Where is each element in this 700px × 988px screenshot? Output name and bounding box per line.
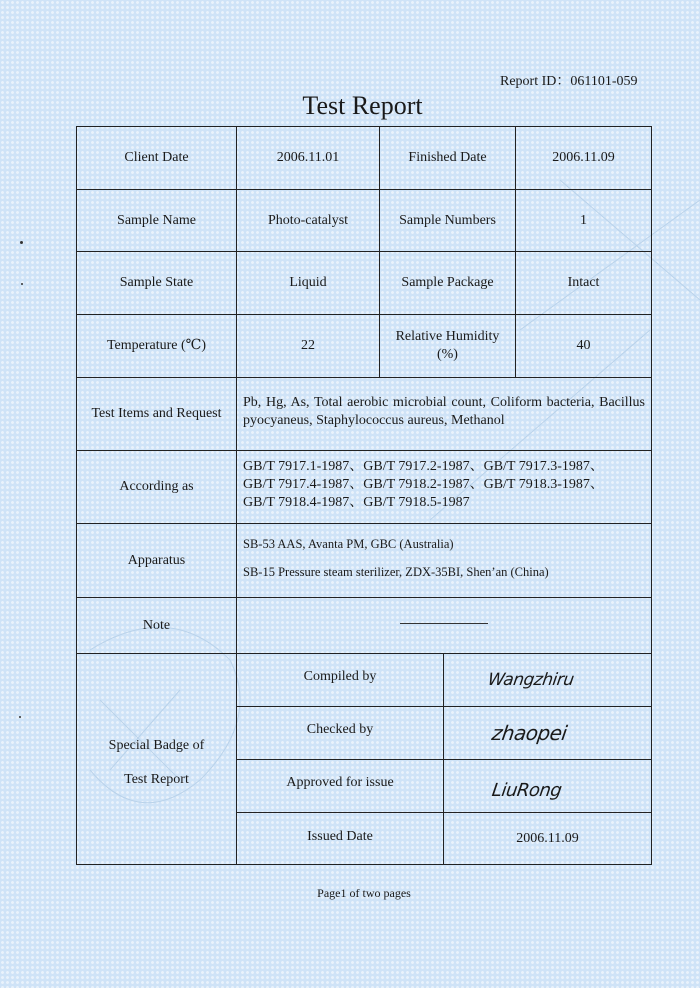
sample-name-value bbox=[237, 190, 380, 252]
checked-by-signature bbox=[444, 707, 651, 760]
temperature-value-text: 22 bbox=[301, 338, 315, 353]
test-items-value bbox=[237, 378, 651, 451]
humidity-label bbox=[380, 315, 516, 378]
apparatus-list bbox=[243, 535, 549, 581]
issued-date-label-text: Issued Date bbox=[307, 828, 373, 844]
compiled-by-signature-text: Wangzhiru bbox=[486, 670, 575, 690]
sample-package-label bbox=[380, 252, 516, 315]
approved-label-text: Approved for issue bbox=[286, 775, 394, 790]
temperature-label-text: Temperature (℃) bbox=[106, 338, 207, 353]
scan-speck bbox=[19, 716, 21, 718]
note-label-text: Note bbox=[142, 617, 171, 633]
test-items-text: Pb, Hg, As, Total aerobic microbial count, Coliform bacteria, Bacillus pyocyaneus, Staphylococcus aureus, Methanol bbox=[243, 395, 645, 428]
sample-numbers-value bbox=[516, 190, 651, 252]
compiled-by-label-text: Compiled by bbox=[303, 669, 377, 684]
approved-signature-text: LiuRong bbox=[490, 780, 563, 801]
checked-by-label-text: Checked by bbox=[306, 722, 374, 737]
sample-numbers-label bbox=[380, 190, 516, 252]
sample-numbers-label-text: Sample Numbers bbox=[399, 212, 496, 228]
report-table bbox=[76, 126, 652, 865]
issued-date-label bbox=[237, 813, 444, 864]
sample-package-value-text: Intact bbox=[567, 275, 600, 290]
according-value bbox=[237, 451, 651, 524]
standard-line: GB/T 7917.4-1987、GB/T 7918.2-1987、GB/T 7918.3-1987、 bbox=[243, 477, 604, 492]
issued-date-value-text: 2006.11.09 bbox=[516, 830, 579, 846]
test-items-label-text: Test Items and Request bbox=[91, 406, 222, 421]
apparatus-value bbox=[237, 524, 651, 598]
note-value bbox=[237, 598, 651, 654]
test-items-label bbox=[77, 378, 237, 451]
badge-label-line: Special Badge of bbox=[108, 738, 205, 753]
client-date-label-text: Client Date bbox=[124, 150, 189, 165]
humidity-label-line: (%) bbox=[436, 347, 458, 362]
client-date-value bbox=[237, 127, 380, 190]
apparatus-line: SB-15 Pressure steam sterilizer, ZDX-35BI, Shen’an (China) bbox=[243, 564, 549, 579]
note-label bbox=[77, 598, 237, 654]
standard-line: GB/T 7917.1-1987、GB/T 7917.2-1987、GB/T 7917.3-1987、 bbox=[243, 459, 604, 474]
sample-name-label bbox=[77, 190, 237, 252]
sample-package-label-text: Sample Package bbox=[401, 275, 494, 290]
badge-label-block bbox=[109, 729, 205, 797]
finished-date-label-text: Finished Date bbox=[408, 150, 487, 165]
apparatus-label bbox=[77, 524, 237, 598]
sample-package-value bbox=[516, 252, 651, 315]
badge-label-line: Test Report bbox=[124, 772, 189, 787]
humidity-label-line: Relative Humidity bbox=[395, 329, 500, 344]
sample-name-label-text: Sample Name bbox=[117, 212, 196, 228]
humidity-label-block bbox=[396, 328, 500, 364]
finished-date-value bbox=[516, 127, 651, 190]
according-label bbox=[77, 451, 237, 524]
note-blank-line bbox=[400, 623, 488, 624]
checked-by-signature-text: zhaopei bbox=[490, 721, 569, 745]
page-number: Page1 of two pages bbox=[317, 886, 411, 900]
approved-signature bbox=[444, 760, 651, 813]
apparatus-line: SB-53 AAS, Avanta PM, GBC (Australia) bbox=[243, 536, 454, 551]
checked-by-label bbox=[237, 707, 444, 760]
compiled-by-label bbox=[237, 654, 444, 707]
report-id: Report ID：061101-059 bbox=[500, 74, 638, 89]
scan-speck bbox=[21, 283, 23, 285]
humidity-value-text: 40 bbox=[576, 338, 591, 353]
scan-speck bbox=[20, 241, 23, 244]
client-date-value-text: 2006.11.01 bbox=[276, 150, 340, 165]
page-title: Test Report bbox=[302, 91, 423, 120]
standards-list bbox=[243, 458, 604, 512]
finished-date-value-text: 2006.11.09 bbox=[552, 150, 615, 165]
sample-name-value-text: Photo-catalyst bbox=[267, 212, 349, 228]
issued-date-value bbox=[444, 813, 651, 864]
compiled-by-signature bbox=[444, 654, 651, 707]
sample-state-value bbox=[237, 252, 380, 315]
sample-state-label bbox=[77, 252, 237, 315]
apparatus-label-text: Apparatus bbox=[127, 552, 186, 568]
badge-label bbox=[77, 654, 237, 864]
sample-state-value-text: Liquid bbox=[289, 275, 327, 290]
temperature-label bbox=[77, 315, 237, 378]
client-date-label bbox=[77, 127, 237, 190]
sample-numbers-value-text: 1 bbox=[580, 212, 587, 228]
temperature-value bbox=[237, 315, 380, 378]
sample-state-label-text: Sample State bbox=[119, 275, 194, 290]
according-label-text: According as bbox=[119, 479, 194, 494]
humidity-value bbox=[516, 315, 651, 378]
standard-line: GB/T 7918.4-1987、GB/T 7918.5-1987 bbox=[243, 495, 470, 510]
finished-date-label bbox=[380, 127, 516, 190]
approved-label bbox=[237, 760, 444, 813]
